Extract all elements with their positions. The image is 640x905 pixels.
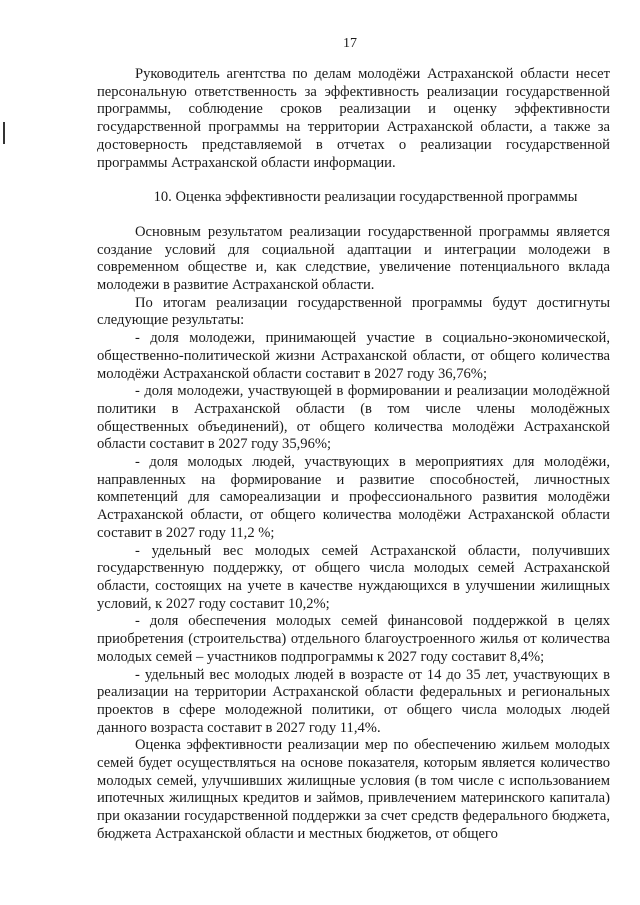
- paragraph-responsibility: Руководитель агентства по делам молодёжи Астраханской области несет персональную ответственность за эффективность реализации государственной программы, соблюдение сроков реализации и оценку эффективности государственной программы на территории Астраханской области, а также за достоверность представляемой в отчетах о реализации государственной программы Астраханской области информации.: [97, 66, 610, 171]
- paragraph-main-result: Основным результатом реализации государственной программы является создание условий для социальной адаптации и интеграции молодежи в современном обществе и, как следствие, увеличение потенциального вклада молодежи в развитие Астраханской области.: [97, 223, 610, 294]
- result-item: - удельный вес молодых семей Астраханской области, получивших государственную поддержку, от общего числа молодых семей Астраханской области, состоящих на учете в качестве нуждающихся в улучшении жилищных условий, к 2027 году составит 10,2%;: [97, 542, 610, 612]
- paragraph-results-intro: По итогам реализации государственной программы будут достигнуты следующие результаты:: [97, 294, 610, 329]
- document-body: [97, 66, 610, 844]
- section-heading: 10. Оценка эффективности реализации государственной программы: [153, 189, 578, 206]
- result-item: - доля молодых людей, участвующих в мероприятиях для молодёжи, направленных на формирование и развитие способностей, личностных компетенций для самореализации и профессионального развития молодёжи Астраханской области, от общего количества молодёжи Астраханской области составит в 2027 году 11,2 %;: [97, 454, 610, 541]
- result-item: - доля молодежи, принимающей участие в социально-экономической, общественно-политической жизни Астраханской области, от общего количества молодёжи Астраханской области составит в 2027 году 36,76%;: [97, 330, 610, 382]
- paragraph-housing-evaluation: Оценка эффективности реализации мер по обеспечению жильем молодых семей будет осуществляться на основе показателя, которым является количество молодых семей, улучшивших жилищные условия (в том числе с использованием ипотечных жилищных кредитов и займов, привлечением материнского капитала) при оказании государственной поддержки за счет средств федерального бюджета, бюджета Астраханской области и местных бюджетов, от общего: [97, 737, 610, 842]
- result-item: - доля обеспечения молодых семей финансовой поддержкой в целях приобретения (строительства) отдельного благоустроенного жилья от количества молодых семей – участников подпрограммы к 2027 году составит 8,4%;: [97, 613, 610, 665]
- result-item: - доля молодежи, участвующей в формировании и реализации молодёжной политики в Астраханской области (в том числе члены молодёжных общественных объединений), от общего количества молодёжи Астраханской области составит в 2027 году 35,96%;: [97, 383, 610, 453]
- margin-mark: [3, 122, 5, 144]
- result-item: - удельный вес молодых людей в возрасте от 14 до 35 лет, участвующих в реализации на территории Астраханской области федеральных и региональных проектов в сфере молодежной политики, от общего числа молодых людей данного возраста составит в 2027 году 11,4%.: [97, 666, 610, 736]
- page-number: 17: [343, 36, 357, 51]
